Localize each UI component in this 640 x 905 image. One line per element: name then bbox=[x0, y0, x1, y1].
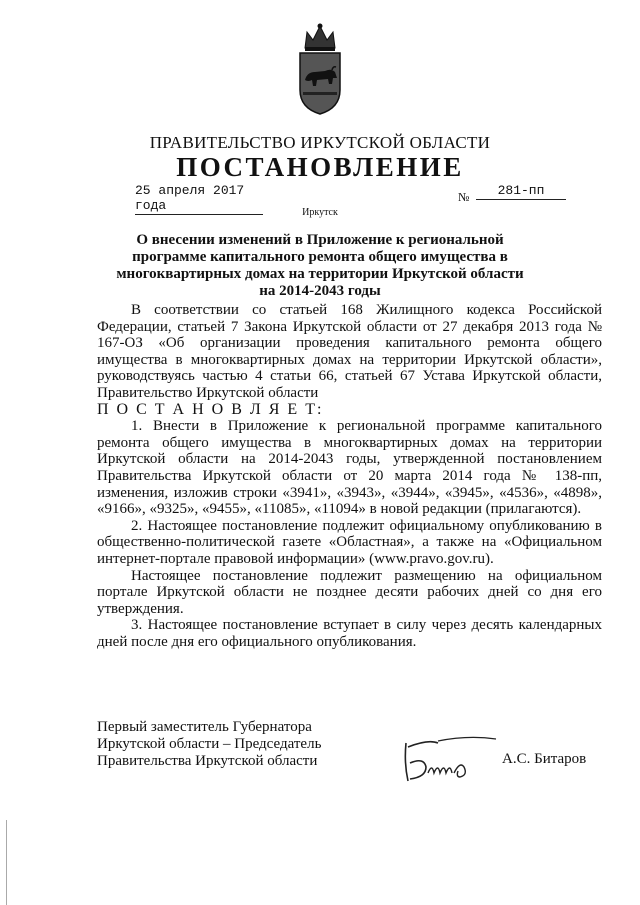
item-2b-paragraph: Настоящее постановление подлежит размещению на официальном портале Иркутской области не позднее десяти рабочих дней со дня его утверждения. bbox=[97, 567, 602, 617]
item-2-paragraph: 2. Настоящее постановление подлежит официальному опубликованию в общественно-политической газете «Областная», а также на «Официальном интернет-портале правовой информации» (www.pravo.gov.ru). bbox=[97, 517, 602, 567]
handwritten-signature bbox=[398, 733, 498, 789]
document-type: ПОСТАНОВЛЕНИЕ bbox=[176, 152, 464, 182]
document-body bbox=[97, 302, 602, 650]
signatory-name: А.С. Битаров bbox=[502, 751, 587, 767]
document-heading: О внесении изменений в Приложение к региональной программе капитального ремонта общего имущества в многоквартирных домах на территории Иркутской области на 2014-2043 годы bbox=[116, 232, 524, 299]
preamble-paragraph: В соответствии со статьей 168 Жилищного кодекса Российской Федерации, статьей 7 Закона Иркутской области от 27 декабря 2013 года № 167-ОЗ «Об организации проведения капитального ремонта общего имущества в многоквартирных домах на территории Иркутской области», руководствуясь частью 4 статьи 66, статьей 67 Устава Иркутской области, Правительство Иркутской области bbox=[97, 302, 602, 401]
item-1-paragraph: 1. Внести в Приложение к региональной программе капитального ремонта общего имущества в многоквартирных домах на территории Иркутской области на 2014-2043 годы, утвержденной постановлением Правительства Иркутской области от 20 марта 2014 года № 138-пп, изменения, изложив строки «3941», «3943», «3944», «3945», «4536», «4898», «9166», «9325», «9455», «11085», «11094» в новой редакции (прилагаются). bbox=[97, 418, 602, 518]
document-number: 281-пп bbox=[476, 183, 566, 200]
signatory-position bbox=[97, 719, 321, 770]
position-line-1: Первый заместитель Губернатора bbox=[97, 719, 312, 735]
government-name: ПРАВИТЕЛЬСТВО ИРКУТСКОЙ ОБЛАСТИ bbox=[149, 133, 491, 152]
item-3-paragraph: 3. Настоящее постановление вступает в силу через десять календарных дней после дня его официального опубликования. bbox=[97, 617, 602, 650]
position-line-2: Иркутской области – Председатель bbox=[97, 736, 322, 752]
position-line-3: Правительства Иркутской области bbox=[97, 753, 318, 769]
scan-edge-line bbox=[6, 820, 7, 905]
coat-of-arms-emblem bbox=[295, 18, 345, 116]
decree-word: П О С Т А Н О В Л Я Е Т: bbox=[97, 400, 324, 418]
city: Иркутск bbox=[302, 207, 338, 218]
number-sign: № bbox=[458, 190, 470, 204]
document-date: 25 апреля 2017 года bbox=[135, 183, 263, 215]
